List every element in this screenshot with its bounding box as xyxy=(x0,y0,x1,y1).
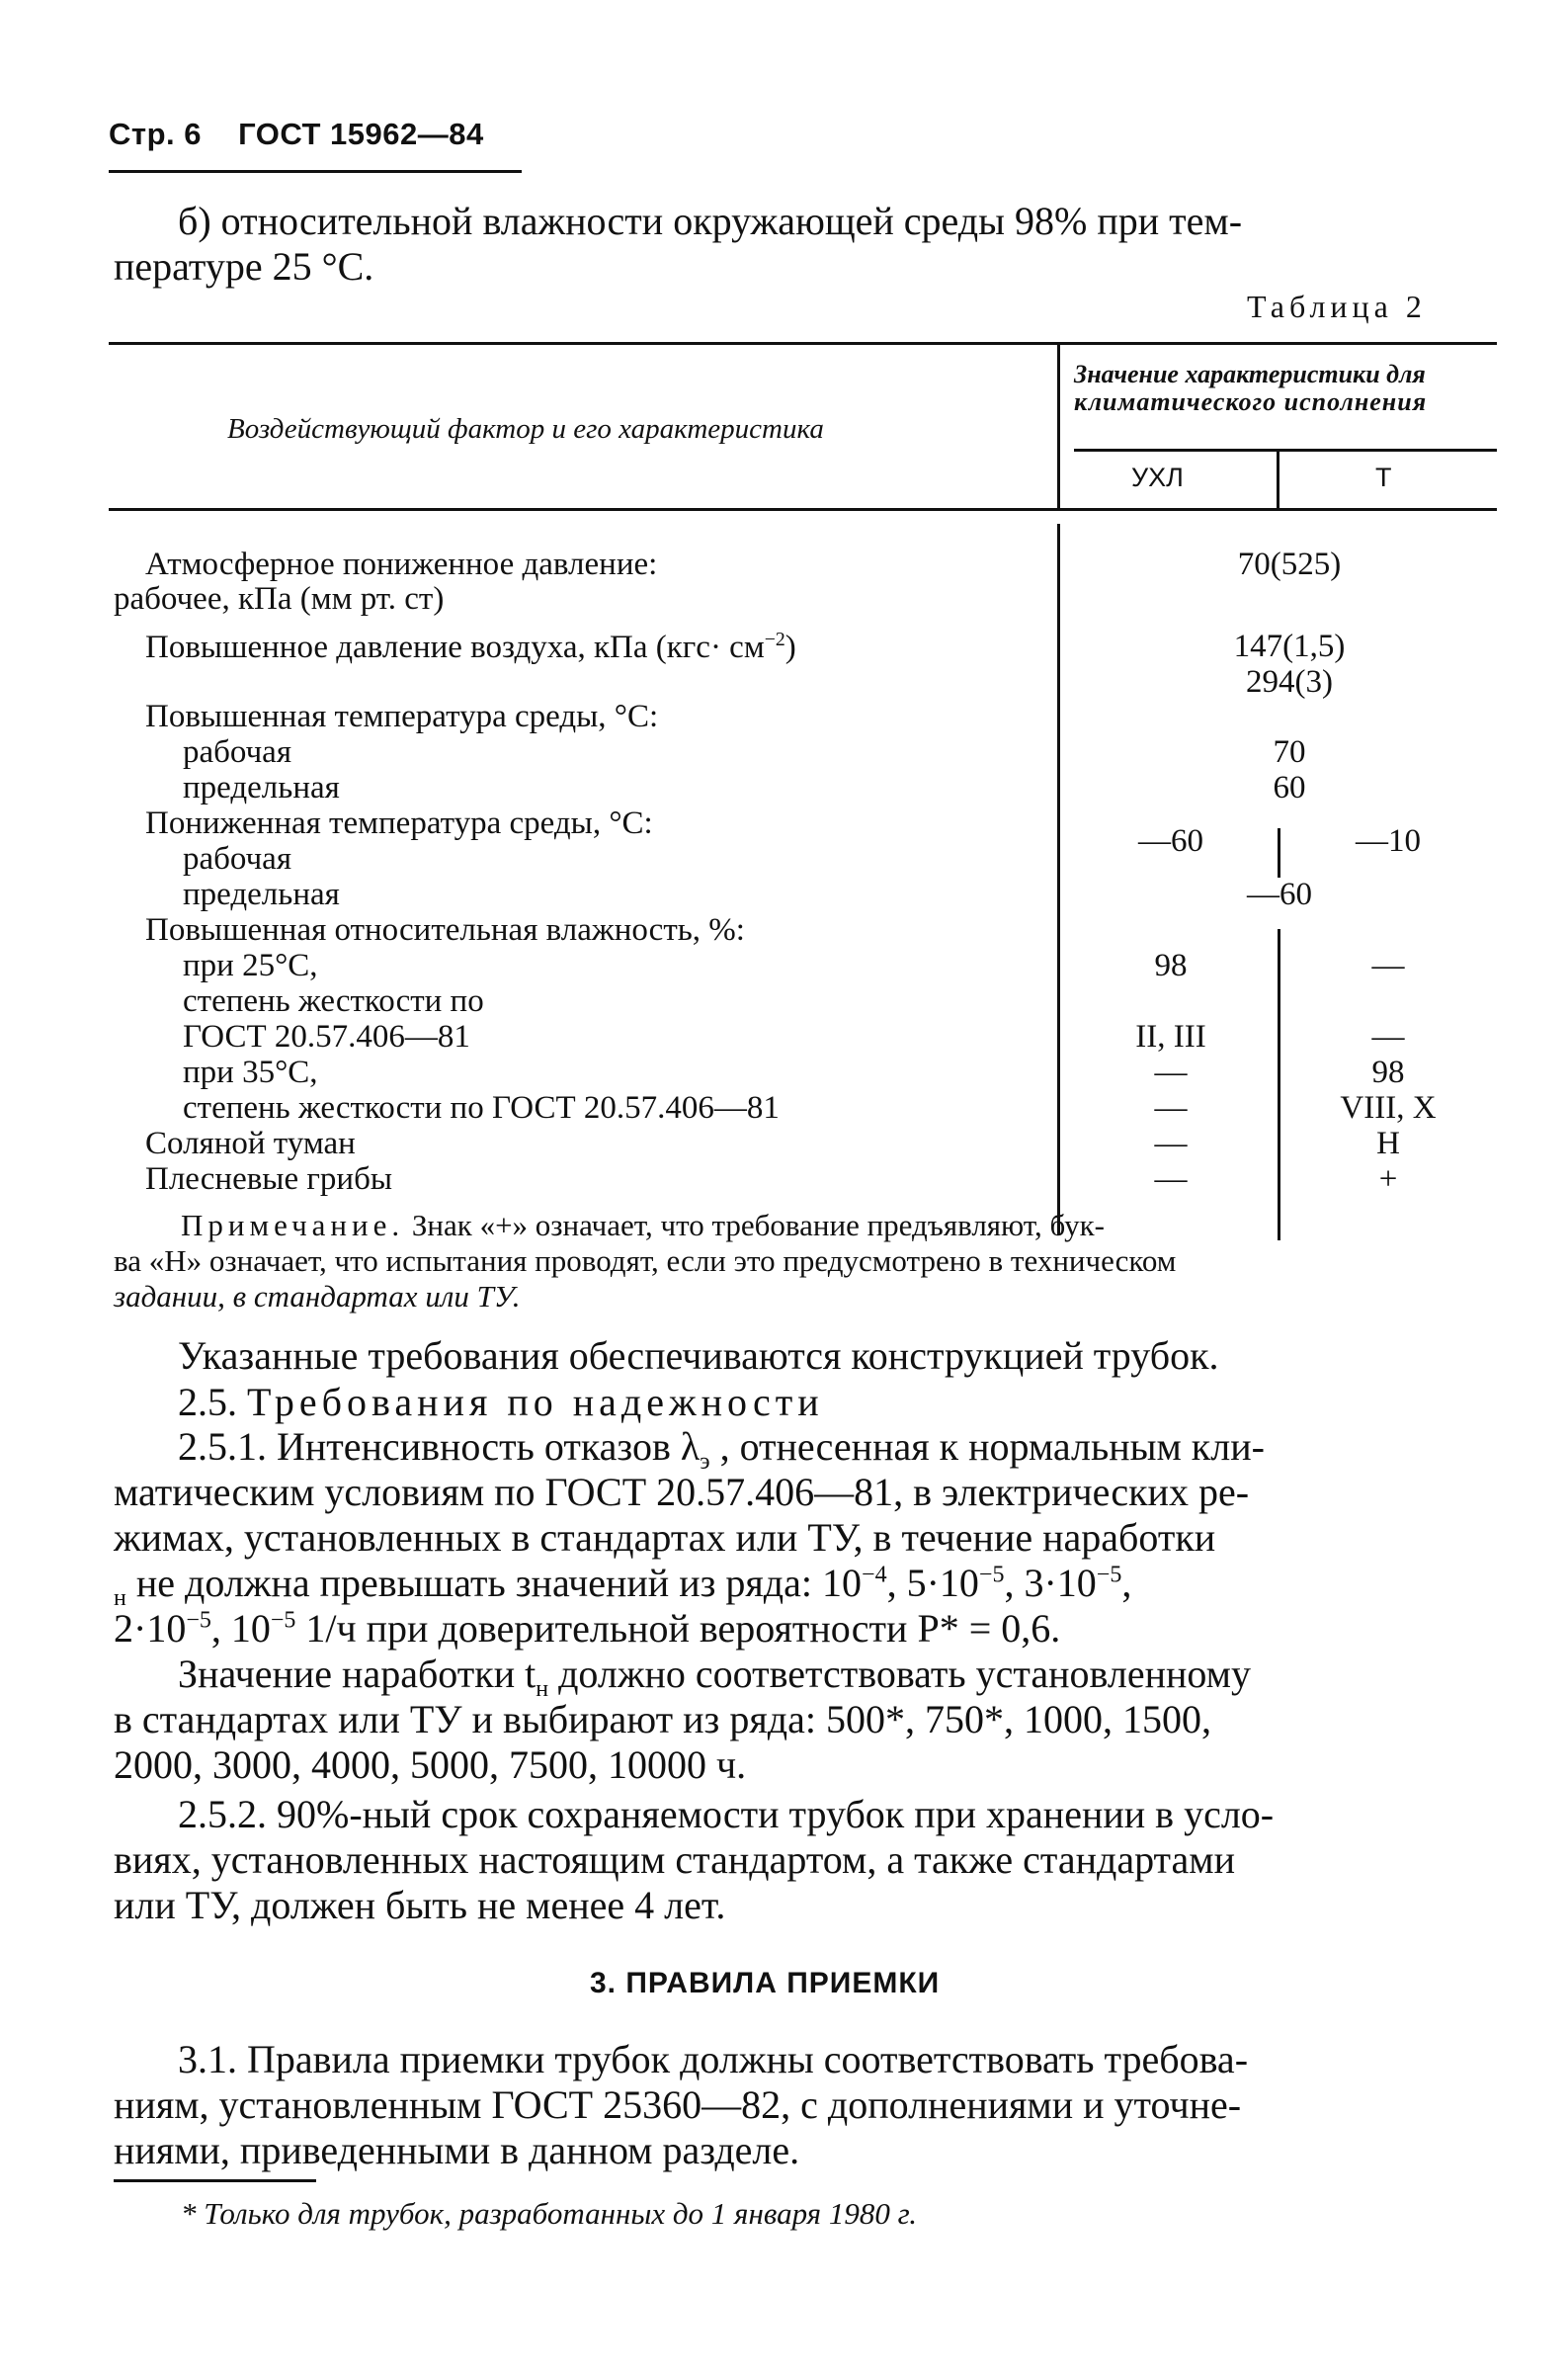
value-atm: 70(525) xyxy=(1237,547,1342,582)
row-mold: Плесневые грибы xyxy=(145,1161,393,1197)
para-251-line-3: жимах, установленных в стандартах или ТУ, в течение наработки xyxy=(114,1515,1216,1560)
value-hum35-t: 98 xyxy=(1371,1055,1405,1090)
table-note-line-3: задании, в стандартах или ТУ. xyxy=(114,1279,521,1314)
row-low-temp-limit: предельная xyxy=(183,877,340,912)
para-31-line-3: ниями, приведенными в данном разделе. xyxy=(114,2128,800,2172)
row-humidity-gost: ГОСТ 20.57.406—81 xyxy=(183,1019,470,1055)
value-severity35-uhl: — xyxy=(1154,1090,1188,1126)
row-low-temp-working: рабочая xyxy=(183,841,292,877)
row-low-temp: Пониженная температура среды, °С: xyxy=(145,805,653,841)
paragraph-design: Указанные требования обеспечиваются конструкцией трубок. xyxy=(178,1333,1219,1378)
value-low-temp-uhl: —60 xyxy=(1138,823,1203,859)
table-value-divider-2 xyxy=(1278,929,1280,1240)
value-salt-t: Н xyxy=(1376,1126,1400,1161)
para-runtime-line-1: Значение наработки $t_н$ должно соответствовать установленному xyxy=(178,1652,1251,1702)
value-hum25-t: — xyxy=(1371,948,1405,983)
value-severity-uhl: II, III xyxy=(1135,1019,1206,1055)
value-severity-t: — xyxy=(1371,1019,1405,1055)
value-hum35-uhl: — xyxy=(1154,1055,1188,1090)
intro-line-2: пературе 25 °С. xyxy=(114,244,374,289)
section-3-title: 3. ПРАВИЛА ПРИЕМКИ xyxy=(590,1967,941,1999)
para-252-line-3: или ТУ, должен быть не менее 4 лет. xyxy=(114,1883,726,1927)
column-uhl: УХЛ xyxy=(1131,463,1184,492)
table-body-divider xyxy=(1057,524,1060,1235)
value-low-temp-limit: —60 xyxy=(1247,877,1312,912)
para-251-line-4: $_н$ не должна превышать значений из ряда: $10^{-4}$, $5\cdot 10^{-5}$, $3\cdot 10^{-5}$, xyxy=(114,1561,1132,1611)
table-head-factor: Воздействующий фактор и его характеристика xyxy=(227,413,824,445)
para-runtime-line-3: 2000, 3000, 4000, 5000, 7500, 10000 ч. xyxy=(114,1742,747,1787)
table-head-divider xyxy=(1057,342,1060,508)
para-252-line-1: 2.5.2. 90%-ный срок сохраняемости трубок при хранении в усло- xyxy=(178,1792,1275,1836)
value-hum25-uhl: 98 xyxy=(1154,948,1188,983)
row-high-temp-working: рабочая xyxy=(183,734,292,770)
row-humidity-35-severity: степень жесткости по ГОСТ 20.57.406—81 xyxy=(183,1090,780,1126)
row-high-temp-limit: предельная xyxy=(183,770,340,805)
page-number: Стр. 6 xyxy=(109,117,202,151)
value-pressure-2: 294(3) xyxy=(1246,664,1333,700)
table-subhead-divider xyxy=(1277,449,1279,508)
value-low-temp-t: —10 xyxy=(1356,823,1421,859)
table-top-rule xyxy=(109,342,1497,345)
row-humidity-severity: степень жесткости по xyxy=(183,983,484,1019)
row-atm-pressure: Атмосферное пониженное давление: xyxy=(145,547,658,582)
table-caption: Таблица 2 xyxy=(1247,289,1427,324)
para-31-line-2: ниям, установленным ГОСТ 25360—82, с дополнениями и уточне- xyxy=(114,2082,1242,2127)
row-humidity-35: при 35°С, xyxy=(183,1055,318,1090)
value-pressure-1: 147(1,5) xyxy=(1233,629,1346,664)
heading-reliability: 2.5. Требования по надежности xyxy=(178,1380,824,1424)
table-head-value-2: климатического исполнения xyxy=(1074,387,1428,416)
footnote: * Только для трубок, разработанных до 1 января 1980 г. xyxy=(181,2196,918,2231)
value-severity35-t: VIII, X xyxy=(1340,1090,1437,1126)
table-head-value-1: Значение характеристики для xyxy=(1074,360,1426,388)
para-251-line-2: матическим условиям по ГОСТ 20.57.406—81, в электрических ре- xyxy=(114,1470,1250,1514)
para-252-line-2: виях, установленных настоящим стандартом, а также стандартами xyxy=(114,1837,1235,1882)
value-salt-uhl: — xyxy=(1154,1126,1188,1161)
table-subhead-rule xyxy=(1074,449,1497,452)
row-high-temp: Повышенная температура среды, °С: xyxy=(145,699,659,734)
row-high-pressure: Повышенное давление воздуха, кПа $(кгс\cdot см^{-2})$ xyxy=(145,629,796,665)
row-humidity-25: при 25°С, xyxy=(183,948,318,983)
table-note-line-2: ва «Н» означает, что испытания проводят, если это предусмотрено в техническом xyxy=(114,1243,1177,1278)
column-t: Т xyxy=(1375,463,1392,492)
value-mold-uhl: — xyxy=(1154,1161,1188,1197)
row-salt-fog: Соляной туман xyxy=(145,1126,356,1161)
row-atm-working: рабочее, кПа (мм рт. ст) xyxy=(114,581,445,617)
para-runtime-line-2: в стандартах или ТУ и выбирают из ряда: 500*, 750*, 1000, 1500, xyxy=(114,1697,1211,1741)
value-high-temp-working: 70 xyxy=(1273,734,1306,770)
para-251-line-1: 2.5.1. Интенсивность отказов $\lambda_э$ , отнесенная к нормальным кли- xyxy=(178,1424,1265,1475)
row-humidity: Повышенная относительная влажность, %: xyxy=(145,912,745,948)
para-31-line-1: 3.1. Правила приемки трубок должны соответствовать требова- xyxy=(178,2037,1249,2081)
table-note-line-1: Примечание. Знак «+» означает, что требование предъявляют, бук- xyxy=(181,1208,1105,1242)
standard-number: ГОСТ 15962—84 xyxy=(238,117,484,151)
footnote-rule xyxy=(114,2179,316,2182)
intro-line-1: б) относительной влажности окружающей среды 98% при тем- xyxy=(178,199,1243,243)
page-header xyxy=(109,117,484,152)
value-high-temp-limit: 60 xyxy=(1273,770,1306,805)
header-rule xyxy=(109,170,522,173)
para-251-line-5: $2\cdot 10^{-5}$, $10^{-5}$ 1/ч при доверительной вероятности P* = 0,6. xyxy=(114,1606,1061,1651)
table-head-bottom-rule xyxy=(109,508,1497,511)
table-value-divider-1 xyxy=(1278,828,1280,878)
value-mold-t: + xyxy=(1378,1161,1398,1197)
